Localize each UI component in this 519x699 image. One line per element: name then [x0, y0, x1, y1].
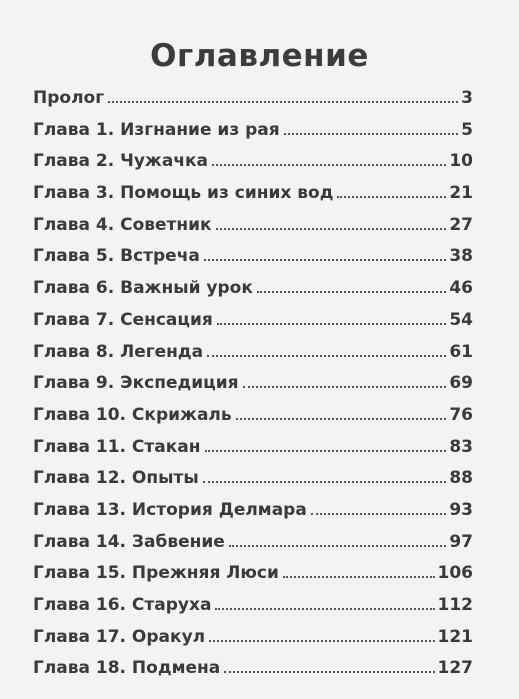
toc-entry[interactable]	[33, 278, 473, 310]
toc-entry-page: 93	[449, 499, 473, 520]
toc-entry-label: Глава 16. Старуха	[33, 595, 212, 615]
toc-entry-label: Глава 5. Встреча	[33, 246, 200, 267]
toc-entry-page: 76	[449, 404, 473, 425]
page-title: Оглавление	[150, 38, 369, 74]
toc-entry-page: 88	[449, 468, 473, 489]
toc-entry-label: Глава 6. Важный урок	[33, 278, 253, 299]
dot-leader	[215, 608, 434, 610]
dot-leader	[236, 418, 447, 420]
dot-leader	[337, 196, 446, 198]
toc-entry[interactable]	[33, 405, 473, 437]
toc-entry[interactable]	[33, 342, 473, 374]
dot-leader	[284, 133, 458, 135]
toc-entry[interactable]	[33, 120, 473, 152]
toc-entry-label: Глава 4. Советник	[33, 214, 212, 235]
toc-entry[interactable]	[33, 563, 473, 595]
toc-entry[interactable]	[33, 215, 473, 247]
toc-entry-label: Глава 12. Опыты	[33, 468, 199, 489]
toc-entry-label: Глава 18. Подмена	[33, 658, 221, 679]
toc-entry[interactable]	[33, 88, 473, 120]
toc-entry-page: 5	[461, 119, 473, 140]
toc-entry-label: Глава 13. История Делмара	[33, 499, 307, 520]
toc-entry-label: Пролог	[33, 88, 105, 108]
toc-entry[interactable]	[33, 373, 473, 405]
toc-entry-page: 83	[449, 436, 473, 457]
dot-leader	[216, 228, 447, 230]
toc-entry-label: Глава 8. Легенда	[33, 341, 204, 362]
toc-entry-page: 97	[449, 531, 473, 552]
dot-leader	[204, 259, 446, 261]
toc-entry-page: 61	[449, 341, 473, 362]
toc-entry-label: Глава 3. Помощь из синих вод	[33, 183, 334, 204]
toc-entry-page: 10	[449, 151, 473, 172]
dot-leader	[212, 164, 446, 166]
dot-leader	[283, 576, 435, 578]
toc-entry-page: 38	[449, 246, 473, 267]
dot-leader	[229, 545, 446, 547]
toc-entry-page: 121	[437, 626, 473, 647]
toc-entry[interactable]	[33, 500, 473, 532]
toc-entry-label: Глава 14. Забвение	[33, 531, 225, 552]
table-of-contents	[33, 88, 473, 690]
toc-entry-label: Глава 17. Оракул	[33, 626, 206, 647]
toc-entry[interactable]	[33, 437, 473, 469]
toc-entry[interactable]	[33, 246, 473, 278]
toc-entry[interactable]	[33, 310, 473, 342]
dot-leader	[257, 291, 446, 293]
dot-leader	[243, 386, 447, 388]
dot-leader	[224, 671, 434, 673]
toc-entry-label: Глава 2. Чужачка	[33, 151, 208, 172]
toc-entry-page: 3	[461, 88, 473, 108]
dot-leader	[108, 101, 458, 103]
toc-entry-page: 46	[449, 278, 473, 299]
toc-entry[interactable]	[33, 468, 473, 500]
toc-entry-page: 54	[449, 309, 473, 330]
toc-entry[interactable]	[33, 627, 473, 659]
toc-entry-page: 106	[437, 563, 473, 584]
toc-entry-page: 69	[449, 373, 473, 394]
toc-entry-label: Глава 1. Изгнание из рая	[33, 119, 280, 140]
toc-entry[interactable]	[33, 151, 473, 183]
toc-entry-label: Глава 7. Сенсация	[33, 309, 213, 330]
toc-entry[interactable]	[33, 532, 473, 564]
dot-leader	[311, 513, 447, 515]
toc-entry[interactable]	[33, 658, 473, 690]
toc-entry-label: Глава 11. Стакан	[33, 436, 201, 457]
toc-entry-page: 27	[449, 214, 473, 235]
dot-leader	[217, 323, 446, 325]
toc-entry[interactable]	[33, 183, 473, 215]
dot-leader	[207, 355, 446, 357]
dot-leader	[203, 481, 447, 483]
toc-entry-page: 21	[449, 183, 473, 204]
dot-leader	[209, 640, 434, 642]
toc-entry-label: Глава 9. Экспедиция	[33, 373, 239, 394]
toc-entry-label: Глава 10. Скрижаль	[33, 404, 232, 425]
dot-leader	[205, 450, 447, 452]
toc-entry-page: 112	[437, 595, 473, 615]
toc-entry-label: Глава 15. Прежняя Люси	[33, 563, 279, 584]
toc-entry[interactable]	[33, 595, 473, 627]
toc-entry-page: 127	[437, 658, 473, 679]
